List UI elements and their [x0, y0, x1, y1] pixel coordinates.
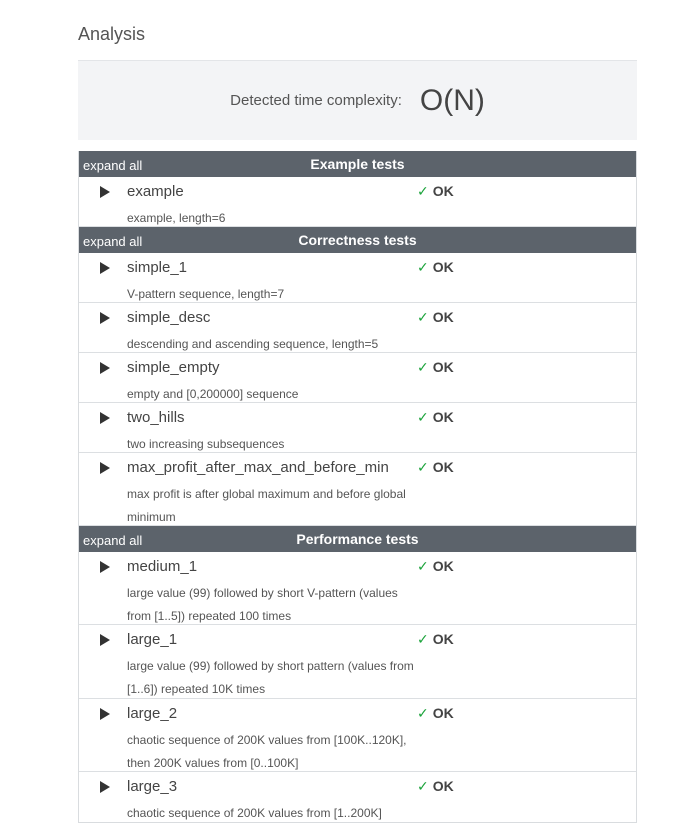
check-icon: ✓	[417, 558, 429, 574]
test-description: empty and [0,200000] sequence	[127, 387, 299, 401]
test-status: OK	[432, 631, 454, 647]
test-row[interactable]	[79, 453, 636, 526]
check-icon: ✓	[417, 778, 429, 794]
group-title: Example tests	[310, 156, 405, 172]
check-icon: ✓	[417, 259, 429, 275]
check-icon: ✓	[417, 359, 429, 375]
check-icon: ✓	[417, 309, 429, 325]
complexity-value: O(N)	[419, 83, 485, 117]
test-description: large value (99) followed by short V-pattern (values from [1..5]) repeated 100 times	[127, 586, 398, 623]
check-icon: ✓	[417, 183, 429, 199]
test-result	[417, 459, 454, 476]
test-row[interactable]	[79, 552, 636, 625]
expand-arrow-icon[interactable]	[100, 262, 110, 274]
test-description: chaotic sequence of 200K values from [100K..120K], then 200K values from [0..100K]	[127, 733, 407, 770]
test-result	[417, 183, 454, 200]
test-row[interactable]	[79, 353, 636, 403]
group-header-correctness	[79, 227, 636, 253]
test-name: large_1	[127, 631, 178, 648]
expand-arrow-icon[interactable]	[100, 312, 110, 324]
group-header-example	[79, 151, 636, 177]
group-title: Correctness tests	[298, 232, 417, 248]
test-row[interactable]	[79, 303, 636, 353]
tests-table	[78, 151, 637, 823]
test-name: max_profit_after_max_and_before_min	[127, 459, 389, 476]
test-row[interactable]	[79, 403, 636, 453]
test-status: OK	[432, 259, 454, 275]
complexity-label: Detected time complexity:	[230, 92, 402, 109]
test-status: OK	[432, 558, 454, 574]
group-header-performance	[79, 526, 636, 552]
expand-arrow-icon[interactable]	[100, 708, 110, 720]
test-name: large_2	[127, 705, 178, 722]
test-status: OK	[432, 459, 454, 475]
analysis-heading: Analysis	[78, 24, 146, 44]
test-description: V-pattern sequence, length=7	[127, 287, 285, 301]
check-icon: ✓	[417, 631, 429, 647]
group-title: Performance tests	[296, 531, 419, 547]
test-status: OK	[432, 183, 454, 199]
test-description: example, length=6	[127, 211, 226, 225]
test-description: descending and ascending sequence, length=5	[127, 337, 379, 351]
test-description: max profit is after global maximum and before global minimum	[127, 487, 406, 524]
test-name: two_hills	[127, 409, 185, 426]
test-result	[417, 631, 454, 648]
test-status: OK	[432, 778, 454, 794]
check-icon: ✓	[417, 409, 429, 425]
test-status: OK	[432, 359, 454, 375]
test-status: OK	[432, 309, 454, 325]
check-icon: ✓	[417, 705, 429, 721]
test-name: simple_empty	[127, 359, 220, 376]
test-result	[417, 409, 454, 426]
test-description: large value (99) followed by short pattern (values from [1..6]) repeated 10K times	[127, 659, 414, 696]
expand-arrow-icon[interactable]	[100, 781, 110, 793]
test-name: example	[127, 183, 184, 200]
test-description: chaotic sequence of 200K values from [1..200K]	[127, 806, 382, 820]
expand-arrow-icon[interactable]	[100, 412, 110, 424]
expand-all-button[interactable]: expand all	[83, 533, 143, 548]
test-result	[417, 558, 454, 575]
test-name: simple_desc	[127, 309, 211, 326]
expand-arrow-icon[interactable]	[100, 634, 110, 646]
test-result	[417, 705, 454, 722]
test-status: OK	[432, 409, 454, 425]
expand-arrow-icon[interactable]	[100, 186, 110, 198]
complexity-panel	[78, 60, 637, 140]
test-row[interactable]	[79, 699, 636, 772]
expand-arrow-icon[interactable]	[100, 561, 110, 573]
test-name: medium_1	[127, 558, 198, 575]
test-description: two increasing subsequences	[127, 437, 285, 451]
expand-arrow-icon[interactable]	[100, 362, 110, 374]
check-icon: ✓	[417, 459, 429, 475]
test-status: OK	[432, 705, 454, 721]
test-row[interactable]	[79, 625, 636, 699]
test-result	[417, 778, 454, 795]
test-result	[417, 309, 454, 326]
test-result	[417, 259, 454, 276]
test-name: simple_1	[127, 259, 188, 276]
expand-arrow-icon[interactable]	[100, 462, 110, 474]
expand-all-button[interactable]: expand all	[83, 158, 143, 173]
expand-all-button[interactable]: expand all	[83, 234, 143, 249]
test-result	[417, 359, 454, 376]
test-row[interactable]	[79, 253, 636, 303]
test-name: large_3	[127, 778, 178, 795]
test-row[interactable]	[79, 177, 636, 227]
test-row[interactable]	[79, 772, 636, 822]
